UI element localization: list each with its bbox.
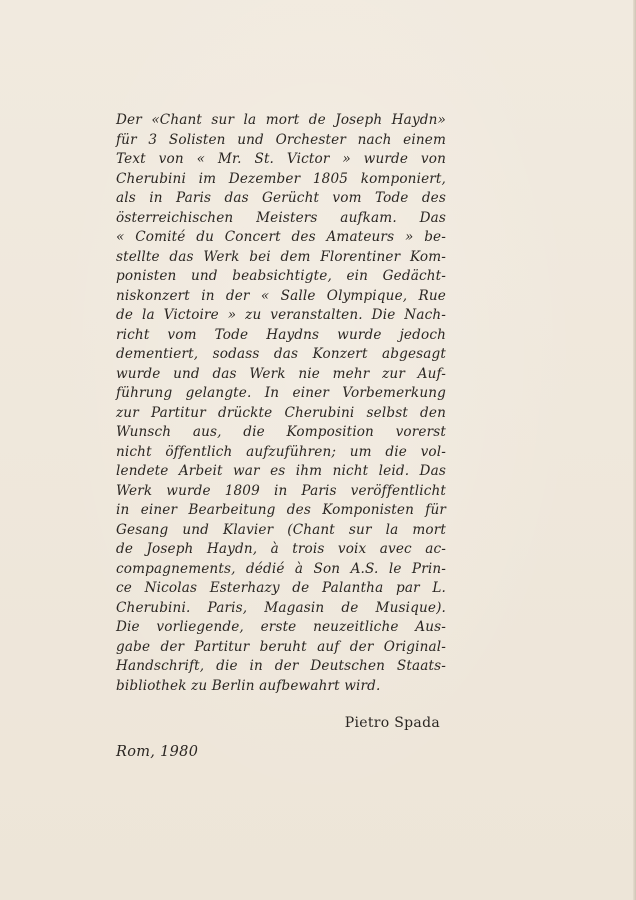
text-line: Cherubini. Paris, Magasin de Musique). xyxy=(116,599,446,616)
text-line: dementiert, sodass das Konzert abgesagt xyxy=(116,346,446,362)
text-line: compagnements, dédié à Son A.S. le Prin- xyxy=(116,560,446,577)
author-signature: Pietro Spada xyxy=(344,715,440,731)
text-line: de la Victoire » zu veranstalten. Die Nach- xyxy=(116,307,446,323)
text-line: nicht öffentlich aufzuführen; um die vol- xyxy=(116,443,446,460)
text-line: für 3 Solisten und Orchester nach einem xyxy=(116,131,446,148)
text-line: gabe der Partitur beruht auf der Original- xyxy=(116,638,446,655)
text-line: zur Partitur drückte Cherubini selbst den xyxy=(116,404,446,421)
text-line: ce Nicolas Esterhazy de Palantha par L. xyxy=(116,580,446,596)
text-line: Text von « Mr. St. Victor » wurde von xyxy=(116,151,446,167)
text-line: niskonzert in der « Salle Olympique, Rue xyxy=(116,287,446,304)
text-line: de Joseph Haydn, à trois voix avec ac- xyxy=(116,541,446,557)
text-line: Gesang und Klavier (Chant sur la mort xyxy=(116,521,446,538)
text-line: ponisten und beabsichtigte, ein Gedächt- xyxy=(116,268,446,284)
text-line: wurde und das Werk nie mehr zur Auf- xyxy=(116,365,446,382)
text-line: Der «Chant sur la mort de Joseph Haydn» xyxy=(116,112,446,128)
text-line: stellte das Werk bei dem Florentiner Kom- xyxy=(116,248,446,265)
preface-text-block xyxy=(116,111,446,696)
text-line: lendete Arbeit war es ihm nicht leid. Das xyxy=(116,463,446,479)
text-line: in einer Bearbeitung des Komponisten für xyxy=(116,502,446,518)
place-and-date: Rom, 1980 xyxy=(116,744,199,760)
text-line: österreichischen Meisters aufkam. Das xyxy=(116,209,446,226)
text-line: Handschrift, die in der Deutschen Staats- xyxy=(116,658,446,674)
text-line: bibliothek zu Berlin aufbewahrt wird. xyxy=(116,677,381,694)
text-line: Cherubini im Dezember 1805 komponiert, xyxy=(116,170,446,187)
text-line: als in Paris das Gerücht vom Tode des xyxy=(116,190,446,206)
text-line: Wunsch aus, die Komposition vorerst xyxy=(116,424,446,440)
text-line: Die vorliegende, erste neuzeitliche Aus- xyxy=(116,619,446,635)
text-line: « Comité du Concert des Amateurs » be- xyxy=(116,229,446,245)
text-line: führung gelangte. In einer Vorbemerkung xyxy=(116,385,446,401)
text-line: Werk wurde 1809 in Paris veröffentlicht xyxy=(116,482,446,499)
text-line: richt vom Tode Haydns wurde jedoch xyxy=(116,326,446,343)
